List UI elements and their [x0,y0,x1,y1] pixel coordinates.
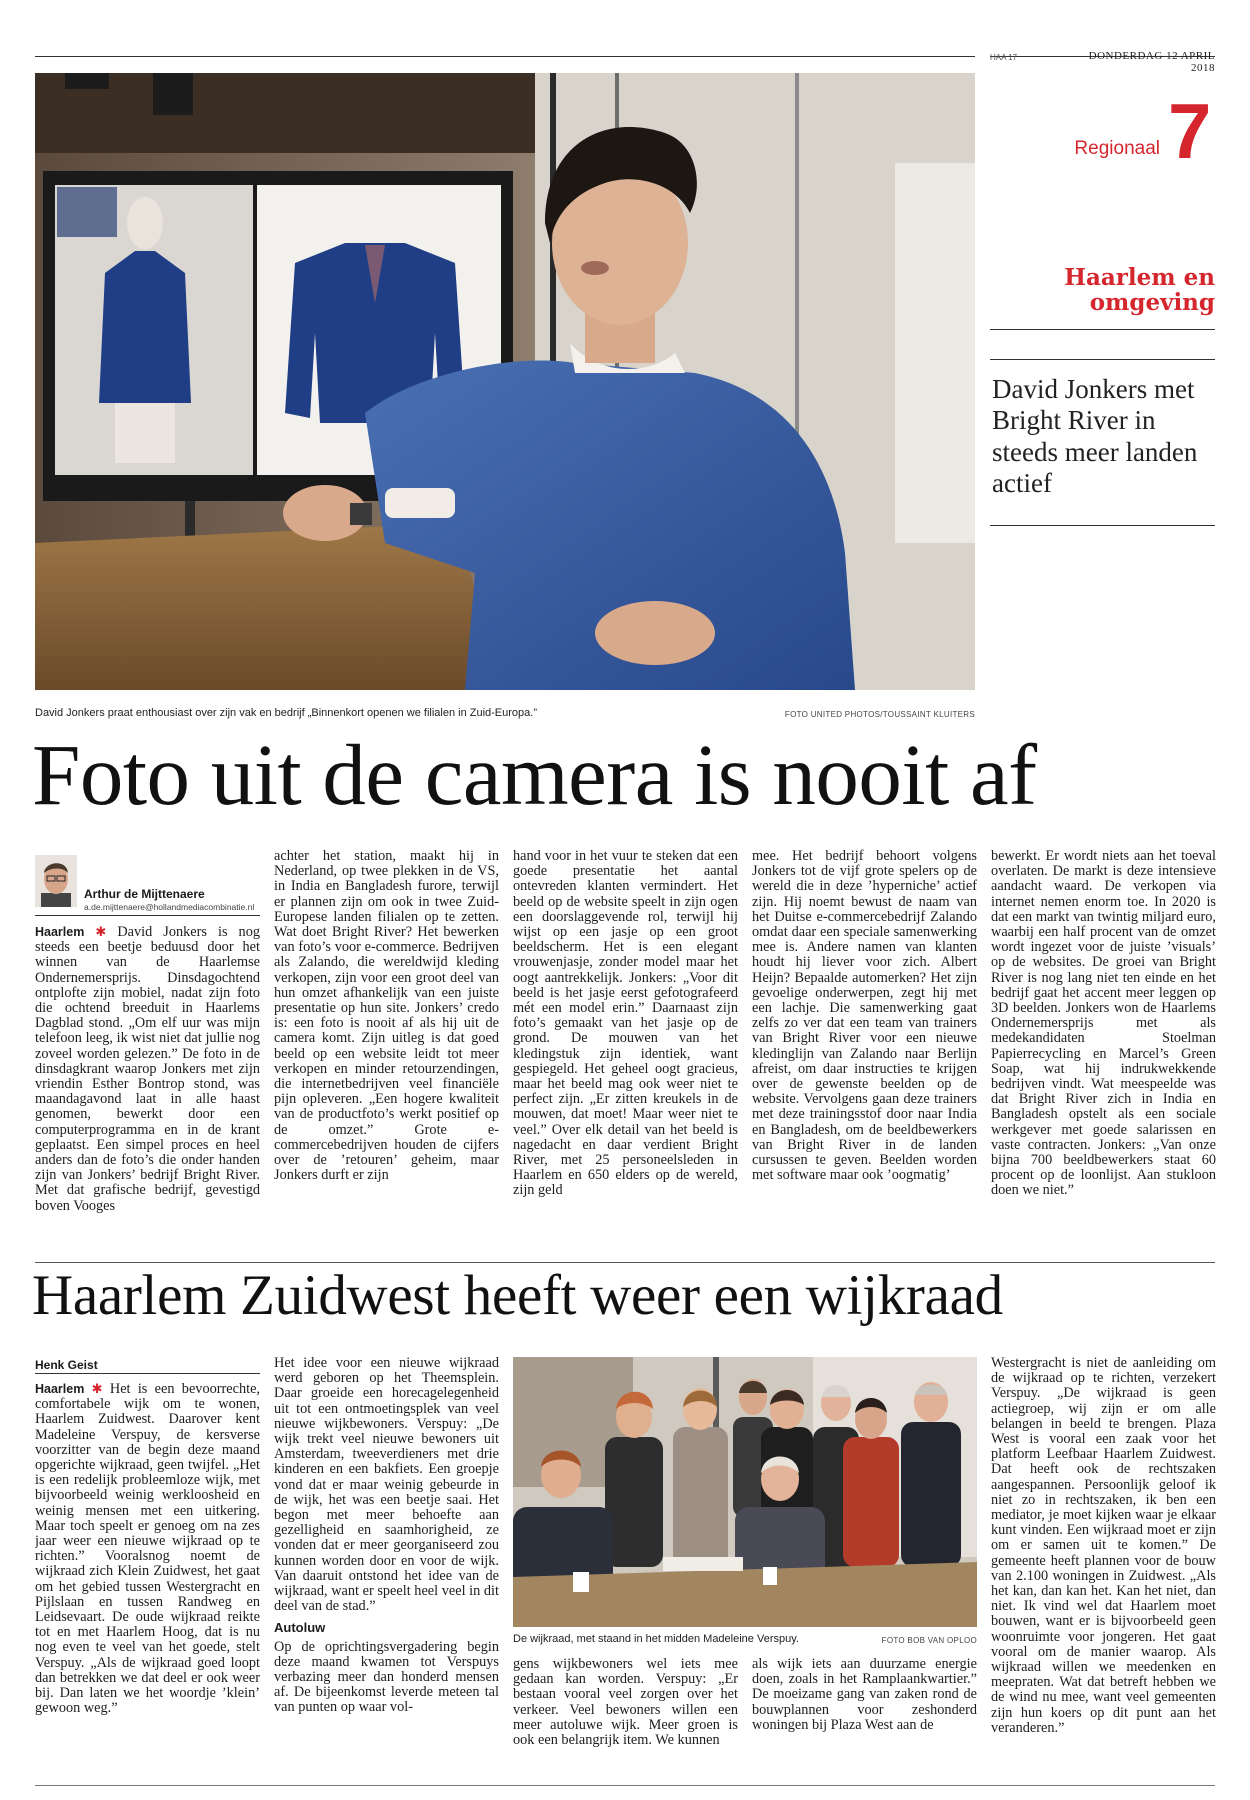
article-column-1 [35,925,260,1245]
article-column-5 [991,849,1216,1245]
author-email: a.de.mijttenaere@hollandmediacombinatie.nl [84,902,255,912]
article-text: Westergracht is niet de aanleiding om de wijkraad op te richten, verzekert Verspuy. „De wijkraad is geen actiegroep, wij zijn er om alle belangen in beeld te brengen. Plaza West is vooral een zaak voor het platform Leefbaar Haarlem Zuidwest. Dat heeft ook de rechtszaken aangespannen. Persoonlijk geloof ik niet zo in rechtszaken, ik ben een mediator, je moet kijken waar je elkaar kunt vinden. Een wijkraad moet er zijn om er samen uit te komen.” De gemeente heeft plannen voor de bouw van 2.100 woningen in Zuidwest. „Als het kan, dan kan het. Kan het niet, dan niet. Ik vind wel dat Haarlem moet bouwen, want er is bijvoorbeeld geen woonruimte voor jongeren. Het gaat vooral om de manier waarop. Als wijkraad willen we meedenken en meepraten. Wat dat betreft hebben we de wind nu mee, want veel gemeenten zijn hun koers op dit punt aan het veranderen.” [991,1356,1216,1736]
article-text: gens wijkbewoners wel iets mee gedaan kan worden. Verspuy: „Er bestaan vooral veel zorgen over het verkeer. Veel bewoners willen een meer autoluwe wijk. Meer groen is ook een belangrijk item. We kunnen [513,1657,738,1749]
headline-2: Haarlem Zuidwest heeft weer een wijkraad [32,1264,1003,1327]
article2-column-1 [35,1382,260,1782]
author-photo [35,855,77,907]
article-text: mee. Het bedrijf behoort volgens Jonkers tot de vijf grote spelers op de wereld die in deze ’hyperniche’ actief zijn. Hij noemt bewust de naam van het Duitse e-commercebedrijf Zalando omdat daar een speciale samenwerking mee is. Andere namen van klanten houdt hij liever voor zich. Albert Heijn? Bepaalde automerken? Het zijn gevoelige onderwerpen, zegt hij met een lachje. Die samenwerking gaat zelfs zo ver dat een team van trainers van Bright River voor een nieuwe kledinglijn van Zalando naar Berlijn afreist, om daar instructies te krijgen over de gewenste beelden op de website. Vervolgens gaan deze trainers met deze trainingsstof door naar India en Bangladesh, om de beeldbewerkers van Bright River in de landen cursussen te geven. Beelden worden met software maar ook ’oogmatig’ [752,849,977,1184]
article2-column-5 [991,1356,1216,1782]
article-column-4 [752,849,977,1245]
article-text: Het idee voor een nieuwe wijkraad werd geboren op het Theemsplein. Daar groeide een horecagelegenheid uit tot een ontmoetingsplek van veel nieuwe wijkbewoners. Verspuy: „De wijk trekt veel nieuwe bewoners uit Amsterdam, tweeverdieners met drie kinderen en een bakfiets. Een groepje vond dat er maar weinig gebeurde in de wijk, het was een beetje saai. Het begon met meer behoefte aan gezelligheid en saamhorigheid, ze vonden dat er meer georganiseerd zou kunnen worden door en voor de wijk. Van daaruit ontstond het idee van de wijkraad, want er speelt heel veel in dit deel van de stad.” [274,1356,499,1615]
article-text: Op de oprichtingsvergadering begin deze maand kwamen tot Verspuys verbazing meer dan honderd mensen af. De bijeenkomst leverde meteen tal van punten op waar vol- [274,1638,499,1716]
dateline-city: Haarlem [35,925,85,939]
dateline-city-2: Haarlem [35,1382,85,1396]
article2-column-2 [274,1356,499,1782]
article2-column-4 [752,1657,977,1782]
article2-column-3 [513,1657,738,1782]
asterisk-icon: ✱ [91,1382,103,1397]
article-text: David Jonkers is nog steeds een beetje beduusd door het winnen van de Haarlemse Ondernemersprijs. Dinsdagochtend ontploftе zijn mobiel, nadat zijn foto die ochtend breeduit in Haarlems Dagblad stond. „Om elf uur was mijn telefoon leeg, ik wist niet dat jullie nog zoveel worden gelezen.” De foto in de dinsdagkrant waarop Jonkers met zijn vriendin Esther Bontrop stond, was maandagavond laat in alle haast genomen, bewerkt door een computerprogramma en in de krant geplaatst. Een simpel proces en heel anders dan de foto’s die onder handen zijn van Jonkers’ bedrijf Bright River. Met dat grafische bedrijf, gevestigd boven Vooges [35,925,260,1214]
author-name-2: Henk Geist [35,1358,98,1372]
teaser-text: David Jonkers met Bright River in steeds meer landen actief [992,374,1198,498]
article-text: bewerkt. Er wordt niets aan het toeval overlaten. De markt is deze intensieve aandacht waard. De verkopen via internet nemen enorm toe. In 2020 is dat een markt van twintig miljard euro, waarbij een half procent van de omzet wordt ingezet voor de juiste ’visuals’ op de websites. De groei van Bright River is nog lang niet ten einde en het bedrijf gaat het accent meer leggen op 3D beelden. Jonkers won de Haarlems Ondernemersprijs met als medekandidaten Stoelman Papierrecycling en Marcel’s Green Soap, wat hij indrukwekkende bedrijven vindt. Wat meespeelde was dat Bright River zich in India en Bangladesh opstelt als een sociale werkgever met goede salarissen en vaste contracten. Jonkers: „Van onze bijna 700 beeldbewerkers staat 60 procent op de loonlijst. Aan stukloon doen we niet.” [991,849,1216,1199]
group-photo-caption: De wijkraad, met staand in het midden Madeleine Verspuy. [513,1633,799,1645]
article-text: als wijk iets aan duurzame energie doen, zoals in het Ramplaankwartier.” De moeizame gang van zaken rond de bouwplannen voor zeshonderd woningen bij Plaza West aan de [752,1657,977,1733]
asterisk-icon: ✱ [95,925,107,940]
page-code: HAA 17 [990,53,1018,62]
subhead: Autoluw [274,1620,326,1636]
section-number: 7 [1168,87,1212,175]
author-name: Arthur de Mijttenaere [84,887,205,901]
hero-photo [35,73,975,690]
section-name: Regionaal [1074,138,1160,159]
headline: Foto uit de camera is nooit af [32,726,1037,823]
group-photo-credit: FOTO BOB VAN OPLOO [881,1636,977,1645]
dateline: DONDERDAG 12 APRIL 2018 [1088,50,1215,74]
article-text: Het is een bevoorrechte, comfortabele wijk om te wonen, Haarlem Zuidwest. Daarover kent Madeleine Verspuy, de kersverse voorzitter van de begin deze maand opgerichte wijkraad, geen twijfel. „Het is een redelijk probleemloze wijk, met bijvoorbeeld weinig werkloosheid en weinig mensen met een uitkering. Maar toch speelt er genoeg om na zes jaar weer een nieuwe wijkraad op te richten.” Vooralsnog noemt de wijkraad zich Klein Zuidwest, het gaat om het gebied tussen Westergracht en Pijlslaan en tussen Randweg en Leidsevaart. De oude wijkraad reikte tot en met Haarlem Hoog, dat is nu nog even te veel van het goede, stelt Verspuy. „Als de wijkraad goed loopt dan betrekken we dat deel er ook weer bij. Dan laten we het woordje ’klein’ gewoon weg.” [35,1382,260,1717]
article-column-2 [274,849,499,1245]
article-text: hand voor in het vuur te steken dat een goede presentatie het aantal ontevreden klanten vermindert. Het beeld op de website speelt in zijn ogen een doorslaggevende rol, terwijl hij wijst op een jasje op een groot beeldscherm. Het is een elegant vrouwenjasje, zonder model maar het oogt aantrekkelijk. Jonkers: „Voor dit beeld is het jasje eerst gefotografeerd mét een model erin.” Daarnaast zijn foto’s gemaakt van het jasje op de grond. De mouwen van het kledingstuk zijn identiek, want gespiegeld. Het geheel oogt gracieus, maar het beeld mag ook weer niet te perfect zijn. „Er zitten kreukels in de mouwen, dat moet! Maar weer niet te veel.” Over elk detail van het beeld is nagedacht en daar verdient Bright River, met 25 personeelsleden in Haarlem en 650 elders op de wereld, zijn geld [513,849,738,1199]
group-photo [513,1357,977,1627]
region-label: Haarlem en omgeving [1064,264,1215,317]
article-text: achter het station, maakt hij in Nederland, op twee plekken in de VS, in India en Bangladesh furore, terwijl er plannen zijn om ook in twee Zuid-Europese landen filialen op te zetten. Wat doet Bright River? Het bewerken van foto’s voor e-commerce. Bedrijven als Zalando, die wereldwijd kleding verkopen, zijn voor een groot deel van hun omzet afhankelijk van een juiste presentatie op hun site. Jonkers’ credo is: een foto is nooit af als hij uit de camera komt. Zijn uitleg is dat goed beeld op een website leidt tot meer verkopen en minder retourzendingen, die internetbedrijven veel financiële pijn opleveren. „Een hogere kwaliteit van de productfoto’s werkt positief op de omzet.” Grote e-commercebedrijven houden de cijfers over de ’retouren’ geheim, maar Jonkers durft er zijn [274,849,499,1184]
article-column-3 [513,849,738,1245]
photo-caption: David Jonkers praat enthousiast over zijn vak en bedrijf „Binnenkort openen we filialen in Zuid-Europa.” [35,707,537,719]
photo-credit: FOTO UNITED PHOTOS/TOUSSAINT KLUITERS [784,710,975,719]
